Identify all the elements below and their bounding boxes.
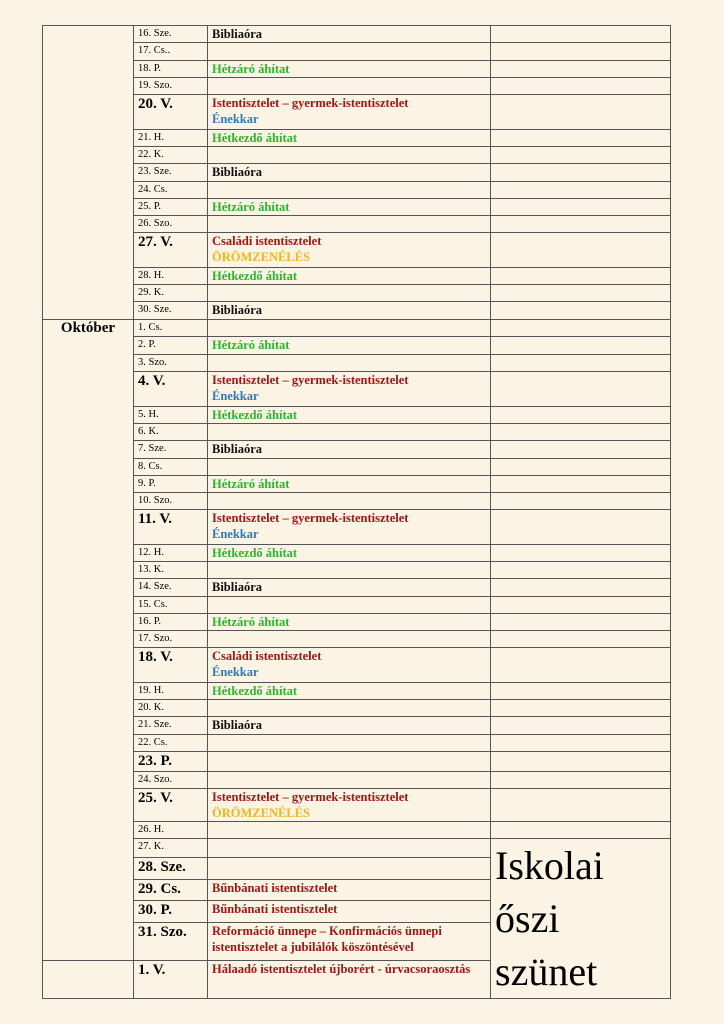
note-cell (491, 285, 671, 302)
day-label: 30. P. (134, 901, 208, 923)
day-label: 20. V. (134, 95, 208, 130)
event-text: Énekkar (212, 527, 259, 541)
note-cell (491, 302, 671, 320)
event-cell (208, 717, 491, 735)
event-text: Hálaadó istentisztelet újborért - úrvacsoraosztás (212, 962, 471, 977)
day-label: 5. H. (134, 407, 208, 424)
month-label (43, 961, 134, 999)
note-cell (491, 579, 671, 597)
day-label: 21. Sze. (134, 717, 208, 735)
event-cell (208, 735, 491, 752)
calendar-row (43, 78, 671, 95)
event-cell (208, 597, 491, 614)
day-label: 19. H. (134, 683, 208, 700)
calendar-row (43, 164, 671, 182)
event-cell (208, 216, 491, 233)
event-cell (208, 545, 491, 562)
calendar-row (43, 216, 671, 233)
calendar-row (43, 43, 671, 61)
note-cell (491, 407, 671, 424)
day-label: 24. Cs. (134, 182, 208, 199)
day-label: 9. P. (134, 476, 208, 493)
event-text: Énekkar (212, 665, 259, 679)
calendar-row (43, 441, 671, 459)
note-cell (491, 164, 671, 182)
calendar-row (43, 337, 671, 355)
event-cell (208, 268, 491, 285)
event-text: Családi istentisztelet (212, 234, 322, 248)
month-label: Október (43, 320, 134, 961)
calendar-row (43, 268, 671, 285)
event-cell (208, 789, 491, 822)
day-label: 14. Sze. (134, 579, 208, 597)
event-cell (208, 95, 491, 130)
calendar-row (43, 182, 671, 199)
note-cell (491, 597, 671, 614)
calendar-row (43, 735, 671, 752)
event-cell (208, 901, 491, 923)
calendar-row (43, 510, 671, 545)
note-cell (491, 683, 671, 700)
calendar-row (43, 147, 671, 164)
event-cell (208, 233, 491, 268)
calendar-row (43, 407, 671, 424)
event-cell (208, 43, 491, 61)
event-cell (208, 683, 491, 700)
note-cell (491, 26, 671, 43)
day-label: 4. V. (134, 372, 208, 407)
day-label: 19. Szo. (134, 78, 208, 95)
day-label: 12. H. (134, 545, 208, 562)
event-text: Hétkezdő áhítat (212, 546, 298, 560)
note-cell (491, 268, 671, 285)
calendar-row (43, 95, 671, 130)
calendar-row (43, 372, 671, 407)
day-label: 1. Cs. (134, 320, 208, 337)
event-cell (208, 476, 491, 493)
event-cell (208, 407, 491, 424)
day-label: 25. V. (134, 789, 208, 822)
note-cell (491, 700, 671, 717)
day-label: 24. Szo. (134, 772, 208, 789)
day-label: 22. Cs. (134, 735, 208, 752)
note-cell (491, 648, 671, 683)
day-label: 30. Sze. (134, 302, 208, 320)
event-cell (208, 302, 491, 320)
event-cell (208, 164, 491, 182)
event-text: ÖRÖMZENÉLÉS (212, 250, 310, 264)
event-cell (208, 562, 491, 579)
event-text: Istentisztelet – gyermek-istentisztelet (212, 511, 409, 525)
day-label: 10. Szo. (134, 493, 208, 510)
day-label: 22. K. (134, 147, 208, 164)
note-cell (491, 510, 671, 545)
note-cell (491, 735, 671, 752)
event-cell (208, 61, 491, 78)
calendar-row (43, 683, 671, 700)
event-cell (208, 130, 491, 147)
calendar-row (43, 822, 671, 839)
note-cell (491, 717, 671, 735)
event-text: Hétzáró áhítat (212, 477, 290, 491)
day-label: 23. Sze. (134, 164, 208, 182)
note-cell (491, 78, 671, 95)
calendar-row (43, 717, 671, 735)
day-label: 26. H. (134, 822, 208, 839)
event-text: Istentisztelet – gyermek-istentisztelet (212, 373, 409, 387)
calendar-row (43, 233, 671, 268)
calendar-row (43, 424, 671, 441)
month-label (43, 26, 134, 320)
event-cell (208, 78, 491, 95)
note-cell (491, 130, 671, 147)
event-text: Bibliaóra (212, 303, 263, 317)
event-cell (208, 772, 491, 789)
event-cell (208, 285, 491, 302)
event-cell (208, 614, 491, 631)
event-cell (208, 822, 491, 839)
calendar-row (43, 648, 671, 683)
calendar-row (43, 562, 671, 579)
day-label: 20. K. (134, 700, 208, 717)
calendar-row (43, 476, 671, 493)
event-text: Bibliaóra (212, 165, 263, 179)
event-text: Bibliaóra (212, 718, 263, 732)
event-text: Hétzáró áhítat (212, 62, 290, 76)
event-cell (208, 839, 491, 858)
event-text: Hétzáró áhítat (212, 615, 290, 629)
calendar-row (43, 839, 671, 858)
event-cell (208, 320, 491, 337)
note-cell (491, 789, 671, 822)
note-cell (491, 355, 671, 372)
event-text: Hétkezdő áhítat (212, 408, 298, 422)
calendar-row (43, 772, 671, 789)
day-label: 17. Cs.. (134, 43, 208, 61)
calendar-row (43, 320, 671, 337)
event-cell (208, 199, 491, 216)
day-label: 28. Sze. (134, 857, 208, 879)
event-text: Énekkar (212, 389, 259, 403)
event-text: Hétkezdő áhítat (212, 684, 298, 698)
event-text: Bűnbánati istentisztelet (212, 902, 338, 917)
note-cell (491, 43, 671, 61)
event-cell (208, 648, 491, 683)
note-cell (491, 216, 671, 233)
calendar-row (43, 61, 671, 78)
note-cell (491, 199, 671, 216)
event-text: Bibliaóra (212, 27, 263, 41)
note-cell (491, 822, 671, 839)
event-cell (208, 880, 491, 901)
note-cell (491, 493, 671, 510)
note-cell (491, 545, 671, 562)
calendar-body (43, 26, 671, 999)
note-cell (491, 233, 671, 268)
note-cell (491, 424, 671, 441)
day-label: 15. Cs. (134, 597, 208, 614)
event-cell (208, 923, 491, 961)
note-cell (491, 182, 671, 199)
note-cell (491, 320, 671, 337)
day-label: 2. P. (134, 337, 208, 355)
day-label: 6. K. (134, 424, 208, 441)
event-cell (208, 372, 491, 407)
calendar-row (43, 459, 671, 476)
day-label: 23. P. (134, 752, 208, 772)
event-text: Hétkezdő áhítat (212, 131, 298, 145)
event-text: Reformáció ünnepe – Konfirmációs ünnepi istentisztelet a jubilálók köszöntésével (212, 924, 442, 955)
note-cell (491, 61, 671, 78)
calendar-row (43, 285, 671, 302)
event-text: Hétzáró áhítat (212, 200, 290, 214)
note-cell (491, 147, 671, 164)
event-text: Családi istentisztelet (212, 649, 322, 663)
event-text: Énekkar (212, 112, 259, 126)
note-cell (491, 562, 671, 579)
note-cell (491, 614, 671, 631)
calendar-row (43, 631, 671, 648)
note-cell (491, 772, 671, 789)
note-cell (491, 337, 671, 355)
day-label: 13. K. (134, 562, 208, 579)
event-cell (208, 752, 491, 772)
event-text: Hétkezdő áhítat (212, 269, 298, 283)
day-label: 26. Szo. (134, 216, 208, 233)
day-label: 16. P. (134, 614, 208, 631)
day-label: 3. Szo. (134, 355, 208, 372)
calendar-table (42, 25, 671, 999)
event-cell (208, 857, 491, 879)
event-cell (208, 579, 491, 597)
calendar-row (43, 355, 671, 372)
day-label: 16. Sze. (134, 26, 208, 43)
day-label: 1. V. (134, 961, 208, 999)
day-label: 28. H. (134, 268, 208, 285)
event-cell (208, 700, 491, 717)
day-label: 7. Sze. (134, 441, 208, 459)
calendar-row (43, 493, 671, 510)
note-cell (491, 752, 671, 772)
event-text: Bibliaóra (212, 442, 263, 456)
day-label: 25. P. (134, 199, 208, 216)
calendar-row (43, 199, 671, 216)
day-label: 18. P. (134, 61, 208, 78)
day-label: 11. V. (134, 510, 208, 545)
day-label: 17. Szo. (134, 631, 208, 648)
note-cell (491, 441, 671, 459)
event-cell (208, 424, 491, 441)
school-break-note: Iskolai őszi szünet (491, 839, 671, 999)
note-cell (491, 95, 671, 130)
day-label: 29. Cs. (134, 880, 208, 901)
event-cell (208, 459, 491, 476)
day-label: 27. K. (134, 839, 208, 858)
note-cell (491, 476, 671, 493)
day-label: 29. K. (134, 285, 208, 302)
note-cell (491, 459, 671, 476)
calendar-row (43, 26, 671, 43)
event-cell (208, 510, 491, 545)
day-label: 18. V. (134, 648, 208, 683)
event-text: Istentisztelet – gyermek-istentisztelet (212, 790, 409, 804)
calendar-row (43, 597, 671, 614)
calendar-row (43, 789, 671, 822)
day-label: 8. Cs. (134, 459, 208, 476)
calendar-row (43, 545, 671, 562)
calendar-row (43, 752, 671, 772)
event-text: Bibliaóra (212, 580, 263, 594)
day-label: 31. Szo. (134, 923, 208, 961)
calendar-row (43, 130, 671, 147)
event-text: Hétzáró áhítat (212, 338, 290, 352)
day-label: 21. H. (134, 130, 208, 147)
event-text: Istentisztelet – gyermek-istentisztelet (212, 96, 409, 110)
event-cell (208, 337, 491, 355)
note-cell (491, 372, 671, 407)
event-cell (208, 182, 491, 199)
calendar-row (43, 614, 671, 631)
day-label: 27. V. (134, 233, 208, 268)
event-cell (208, 493, 491, 510)
event-cell (208, 961, 491, 999)
event-cell (208, 441, 491, 459)
event-text: Bűnbánati istentisztelet (212, 881, 338, 896)
event-cell (208, 147, 491, 164)
event-cell (208, 631, 491, 648)
event-cell (208, 26, 491, 43)
calendar-row (43, 302, 671, 320)
calendar-row (43, 579, 671, 597)
note-cell (491, 631, 671, 648)
event-cell (208, 355, 491, 372)
event-text: ÖRÖMZENÉLÉS (212, 806, 310, 820)
calendar-row (43, 700, 671, 717)
